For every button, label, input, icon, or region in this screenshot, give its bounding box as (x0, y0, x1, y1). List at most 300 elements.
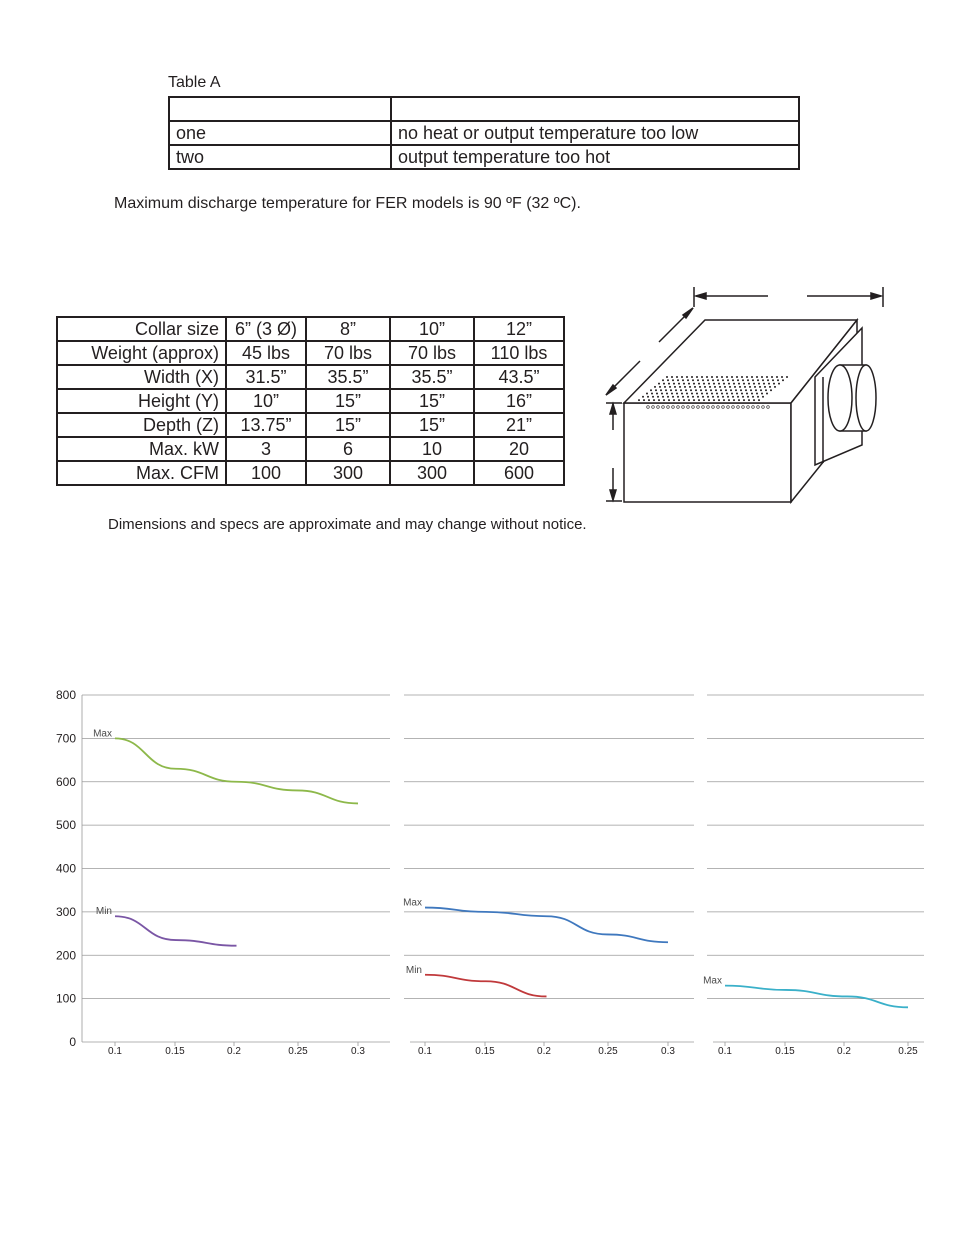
x-tick-label: 0.15 (775, 1046, 795, 1057)
grille-dot (743, 383, 745, 385)
grille-dot (756, 376, 758, 378)
grille-dot (747, 396, 749, 398)
grille-dot (677, 379, 679, 381)
grille-dot (749, 386, 751, 388)
x-tick-label: 0.3 (351, 1046, 365, 1057)
table-header-row (57, 317, 564, 341)
grille-dot (720, 389, 722, 391)
table-cell: 15” (306, 389, 390, 413)
airflow-charts (0, 680, 954, 1070)
table-cell: 15” (306, 413, 390, 437)
grille-dot (705, 389, 707, 391)
grille-dot (757, 396, 759, 398)
grille-dot (739, 386, 741, 388)
table-cell: output temperature too hot (391, 145, 799, 169)
table-row (169, 145, 799, 169)
grille-dot (686, 376, 688, 378)
grille-dot (698, 383, 700, 385)
grille-dot (717, 396, 719, 398)
grille-dot (751, 376, 753, 378)
grille-dot (758, 383, 760, 385)
arrow-down-left-icon (606, 385, 616, 395)
table-cell: 31.5” (226, 365, 306, 389)
grille-dot (687, 396, 689, 398)
grille-dot (704, 386, 706, 388)
row-header: Weight (approx) (57, 341, 226, 365)
x-tick-label: 0.3 (661, 1046, 675, 1057)
grille-dot (638, 399, 640, 401)
series-label: Min (405, 964, 422, 976)
grille-dot (716, 393, 718, 395)
y-tick-label: 200 (55, 948, 76, 963)
grille-dot (676, 393, 678, 395)
grille-dot (743, 399, 745, 401)
table-cell: 16” (474, 389, 564, 413)
row-header: Max. CFM (57, 461, 226, 485)
grille-dot (668, 383, 670, 385)
grille-dot (741, 393, 743, 395)
grille-dot (729, 386, 731, 388)
grille-dot (697, 379, 699, 381)
table-cell: 70 lbs (306, 341, 390, 365)
grille-dot (737, 396, 739, 398)
grille-dot (733, 399, 735, 401)
grille-dot (686, 393, 688, 395)
table-cell: 35.5” (306, 365, 390, 389)
spec-table (56, 316, 565, 486)
grille-dot (713, 399, 715, 401)
grille-dot (767, 379, 769, 381)
grille-dot (706, 376, 708, 378)
table-row (57, 437, 564, 461)
grille-dot (732, 379, 734, 381)
series-label: Max (403, 897, 422, 909)
grille-dot (678, 383, 680, 385)
grille-dot (666, 393, 668, 395)
grille-dot (663, 399, 665, 401)
x-tick-label: 0.2 (537, 1046, 551, 1057)
grille-dot (706, 393, 708, 395)
grille-dot (687, 379, 689, 381)
grille-dot (745, 389, 747, 391)
grille-dot (667, 379, 669, 381)
grille-dot (773, 383, 775, 385)
grille-dot (643, 399, 645, 401)
table-cell: 21” (474, 413, 564, 437)
series-label: Max (93, 728, 112, 740)
grille-dot (725, 389, 727, 391)
grille-dot (741, 376, 743, 378)
grille-dot (647, 396, 649, 398)
x-tick-label: 0.1 (718, 1046, 732, 1057)
grille-dot (736, 393, 738, 395)
grille-dot (675, 389, 677, 391)
y-tick-label: 500 (55, 818, 76, 833)
grille-dot (711, 376, 713, 378)
heater-box-diagram (600, 285, 900, 510)
grille-dot (712, 379, 714, 381)
table-row (57, 365, 564, 389)
table-row (57, 389, 564, 413)
grille-dot (658, 399, 660, 401)
grille-dot (770, 389, 772, 391)
grille-dot (642, 396, 644, 398)
grille-dot (652, 396, 654, 398)
table-cell: 300 (390, 461, 474, 485)
grille-dot (694, 386, 696, 388)
grille-dot (660, 389, 662, 391)
grille-dot (786, 376, 788, 378)
grille-dot (718, 399, 720, 401)
grille-dot (733, 383, 735, 385)
grille-dot (691, 376, 693, 378)
grille-dot (703, 383, 705, 385)
grille-dot (731, 376, 733, 378)
grille-dot (761, 393, 763, 395)
grille-dot (726, 393, 728, 395)
x-tick-label: 0.25 (598, 1046, 618, 1057)
row-header: Height (Y) (57, 389, 226, 413)
table-cell: 45 lbs (226, 341, 306, 365)
x-tick-label: 0.15 (475, 1046, 495, 1057)
grille-dot (678, 399, 680, 401)
grille-dot (685, 389, 687, 391)
y-tick-label: 300 (55, 904, 76, 919)
grille-dot (698, 399, 700, 401)
grille-dot (661, 393, 663, 395)
row-header: Max. kW (57, 437, 226, 461)
grille-dot (682, 396, 684, 398)
grille-dot (769, 386, 771, 388)
grille-dot (761, 376, 763, 378)
grille-dot (646, 393, 648, 395)
grille-dot (744, 386, 746, 388)
grille-dot (662, 379, 664, 381)
grille-dot (701, 376, 703, 378)
grille-dot (763, 383, 765, 385)
table-cell: 70 lbs (390, 341, 474, 365)
table-cell: 100 (226, 461, 306, 485)
grille-dot (688, 399, 690, 401)
grille-dot (731, 393, 733, 395)
grille-dot (778, 383, 780, 385)
column-header: 10” (390, 317, 474, 341)
series-line-min (115, 916, 237, 945)
grille-dot (776, 376, 778, 378)
grille-dot (746, 393, 748, 395)
grille-dot (695, 389, 697, 391)
box-front-face (624, 403, 791, 502)
table-cell: 10 (390, 437, 474, 461)
grille-dot (727, 379, 729, 381)
table-row (169, 97, 799, 121)
grille-dot (713, 383, 715, 385)
collar-end (856, 365, 876, 431)
table-cell: 110 lbs (474, 341, 564, 365)
table-row (57, 341, 564, 365)
grille-dot (658, 383, 660, 385)
grille-dot (735, 389, 737, 391)
y-tick-label: 800 (55, 688, 76, 702)
grille-dot (746, 376, 748, 378)
row-header: Depth (Z) (57, 413, 226, 437)
grille-dot (748, 383, 750, 385)
grille-dot (700, 389, 702, 391)
grille-dot (672, 396, 674, 398)
table-cell: one (169, 121, 391, 145)
grille-dot (748, 399, 750, 401)
grille-dot (674, 386, 676, 388)
discharge-temperature-note: Maximum discharge temperature for FER models is 90 ºF (32 ºC). (114, 195, 581, 212)
grille-dot (654, 386, 656, 388)
arrow-down-icon (610, 490, 616, 500)
grille-dot (702, 379, 704, 381)
grille-dot (728, 383, 730, 385)
grille-dot (714, 386, 716, 388)
arrow-right-icon (871, 293, 881, 299)
table-cell: 20 (474, 437, 564, 461)
grille-dot (667, 396, 669, 398)
arrow-up-right-icon (683, 308, 693, 318)
grille-dot (681, 376, 683, 378)
grille-dot (719, 386, 721, 388)
grille-dot (752, 379, 754, 381)
table-row (57, 461, 564, 485)
table-cell: 10” (226, 389, 306, 413)
x-tick-label: 0.2 (837, 1046, 851, 1057)
grille-dot (657, 396, 659, 398)
x-tick-label: 0.2 (227, 1046, 241, 1057)
grille-dot (738, 399, 740, 401)
grille-dot (677, 396, 679, 398)
grille-dot (666, 376, 668, 378)
grille-dot (656, 393, 658, 395)
grille-dot (651, 393, 653, 395)
series-label: Min (95, 906, 112, 918)
y-tick-label: 600 (55, 774, 76, 789)
series-label: Max (703, 975, 722, 987)
table-cell: 600 (474, 461, 564, 485)
grille-dot (742, 379, 744, 381)
table-a-caption: Table A (168, 74, 221, 91)
grille-dot (688, 383, 690, 385)
series-line-min (425, 975, 547, 997)
grille-dot (696, 393, 698, 395)
table-cell: 15” (390, 413, 474, 437)
grille-dot (781, 376, 783, 378)
column-header: 8” (306, 317, 390, 341)
table-cell: 300 (306, 461, 390, 485)
x-tick-label: 0.1 (418, 1046, 432, 1057)
grille-dot (670, 389, 672, 391)
table-cell: 35.5” (390, 365, 474, 389)
grille-dot (721, 393, 723, 395)
grille-dot (711, 393, 713, 395)
grille-dot (732, 396, 734, 398)
grille-dot (668, 399, 670, 401)
table-cell: two (169, 145, 391, 169)
grille-dot (722, 379, 724, 381)
grille-dot (710, 389, 712, 391)
grille-dot (718, 383, 720, 385)
collar-opening (828, 365, 852, 431)
grille-dot (715, 389, 717, 391)
grille-dot (751, 393, 753, 395)
grille-dot (650, 389, 652, 391)
grille-dot (671, 393, 673, 395)
grille-dot (709, 386, 711, 388)
grille-dot (707, 379, 709, 381)
grille-dot (681, 393, 683, 395)
grille-dot (722, 396, 724, 398)
arrow-left-icon (696, 293, 706, 299)
grille-dot (723, 399, 725, 401)
grille-dot (750, 389, 752, 391)
grille-dot (740, 389, 742, 391)
grille-dot (766, 376, 768, 378)
grille-dot (755, 389, 757, 391)
grille-dot (762, 379, 764, 381)
table-row (57, 413, 564, 437)
grille-dot (736, 376, 738, 378)
table-cell: 3 (226, 437, 306, 461)
grille-dot (726, 376, 728, 378)
grille-dot (771, 376, 773, 378)
grille-dot (728, 399, 730, 401)
grille-dot (712, 396, 714, 398)
y-tick-label: 0 (69, 1035, 76, 1049)
grille-dot (717, 379, 719, 381)
grille-dot (723, 383, 725, 385)
grille-dot (692, 379, 694, 381)
table-cell: 6 (306, 437, 390, 461)
grille-dot (716, 376, 718, 378)
table-a (168, 96, 800, 170)
grille-dot (691, 393, 693, 395)
grille-dot (664, 386, 666, 388)
y-tick-label: 100 (55, 991, 76, 1006)
table-row (169, 121, 799, 145)
series-line-max (115, 738, 358, 803)
grille-dot (697, 396, 699, 398)
grille-dot (693, 399, 695, 401)
grille-dot (753, 383, 755, 385)
series-line-max (425, 908, 668, 943)
grille-dot (648, 399, 650, 401)
grille-dot (690, 389, 692, 391)
grille-dot (679, 386, 681, 388)
grille-dot (765, 389, 767, 391)
table-cell: 13.75” (226, 413, 306, 437)
grille-dot (701, 393, 703, 395)
grille-dot (707, 396, 709, 398)
column-header: Collar size (57, 317, 226, 341)
grille-dot (665, 389, 667, 391)
grille-dot (758, 399, 760, 401)
grille-dot (702, 396, 704, 398)
arrow-up-icon (610, 404, 616, 414)
grille-dot (663, 383, 665, 385)
specs-disclaimer: Dimensions and specs are approximate and may change without notice. (108, 516, 587, 533)
column-header: 6” (3 Ø) (226, 317, 306, 341)
grille-dot (757, 379, 759, 381)
grille-dot (734, 386, 736, 388)
grille-dot (653, 399, 655, 401)
grille-dot (683, 399, 685, 401)
grille-dot (754, 386, 756, 388)
series-line-max (725, 986, 908, 1008)
grille-dot (673, 399, 675, 401)
grille-dot (747, 379, 749, 381)
column-header: 12” (474, 317, 564, 341)
table-cell: 43.5” (474, 365, 564, 389)
grille-dot (671, 376, 673, 378)
grille-dot (742, 396, 744, 398)
grille-dot (777, 379, 779, 381)
grille-dot (727, 396, 729, 398)
grille-dot (693, 383, 695, 385)
grille-dot (682, 379, 684, 381)
table-cell: 15” (390, 389, 474, 413)
grille-dot (703, 399, 705, 401)
table-cell (391, 97, 799, 121)
grille-dot (768, 383, 770, 385)
grille-dot (772, 379, 774, 381)
y-tick-label: 400 (55, 861, 76, 876)
grille-dot (774, 386, 776, 388)
grille-dot (730, 389, 732, 391)
grille-dot (655, 389, 657, 391)
grille-dot (699, 386, 701, 388)
grille-dot (752, 396, 754, 398)
y-tick-label: 700 (55, 731, 76, 746)
grille-dot (759, 386, 761, 388)
row-header: Width (X) (57, 365, 226, 389)
grille-dot (782, 379, 784, 381)
grille-dot (753, 399, 755, 401)
x-tick-label: 0.1 (108, 1046, 122, 1057)
grille-dot (721, 376, 723, 378)
grille-dot (676, 376, 678, 378)
grille-dot (762, 396, 764, 398)
grille-dot (764, 386, 766, 388)
grille-dot (659, 386, 661, 388)
grille-dot (760, 389, 762, 391)
grille-dot (673, 383, 675, 385)
grille-dot (708, 399, 710, 401)
grille-dot (669, 386, 671, 388)
grille-dot (683, 383, 685, 385)
grille-dot (684, 386, 686, 388)
x-tick-label: 0.25 (288, 1046, 308, 1057)
table-cell: no heat or output temperature too low (391, 121, 799, 145)
grille-dot (724, 386, 726, 388)
grille-dot (662, 396, 664, 398)
grille-dot (766, 393, 768, 395)
table-cell (169, 97, 391, 121)
grille-dot (689, 386, 691, 388)
grille-dot (756, 393, 758, 395)
grille-dot (737, 379, 739, 381)
grille-dot (672, 379, 674, 381)
grille-dot (708, 383, 710, 385)
grille-dot (680, 389, 682, 391)
x-tick-label: 0.15 (165, 1046, 185, 1057)
grille-dot (692, 396, 694, 398)
grille-dot (738, 383, 740, 385)
grille-dot (696, 376, 698, 378)
x-tick-label: 0.25 (898, 1046, 918, 1057)
